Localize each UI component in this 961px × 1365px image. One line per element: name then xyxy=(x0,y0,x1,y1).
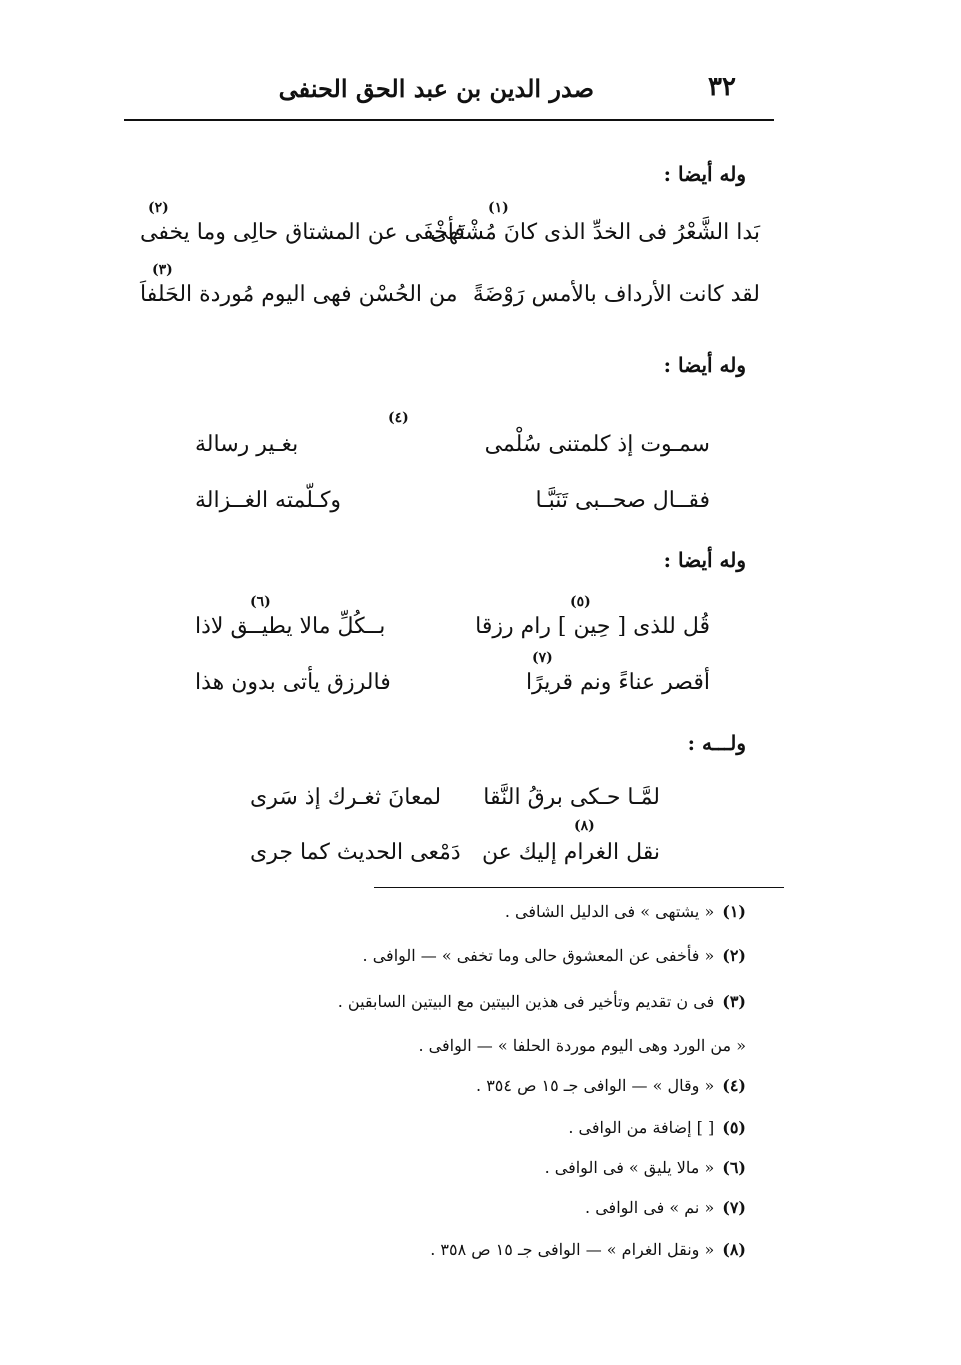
footnote xyxy=(568,1118,746,1137)
verse-row xyxy=(195,670,710,716)
footnote-text: « من الورد وهى اليوم موردة الحلفا » — الوافى . xyxy=(418,1036,746,1055)
verse-row xyxy=(195,432,710,478)
verse-second-hemistich: فأخْفَى عن المشتاق حالِى وما يخفى xyxy=(140,220,465,245)
verse-first-hemistich: لمَّـا حـكى برقُ النَّقا xyxy=(483,785,660,810)
footnote xyxy=(545,1158,746,1177)
section-heading: ولـــه : xyxy=(687,731,746,755)
footnote-text: فى ن تقديم وتأخير فى هذين البيتين مع البيتين السابقين . xyxy=(337,992,715,1011)
footnote-number: (٣) xyxy=(722,992,746,1011)
verse-second-hemistich: وكـلّمته الغــزالة xyxy=(195,488,342,513)
footnote-text: « مالا يليق » فى الوافى . xyxy=(544,1158,715,1177)
footnote xyxy=(418,1036,746,1055)
verse-row xyxy=(195,488,710,534)
verse-row xyxy=(250,785,660,831)
verse-first-hemistich: سمـوت إذ كلمتنى سُلْمى xyxy=(484,432,710,457)
footnote-text: [ ] إضافة من الوافى . xyxy=(568,1118,715,1137)
footnote-number: (٧) xyxy=(722,1198,746,1217)
verse-second-hemistich: من الحُسْن فهى اليوم مُوردة الحَلفاَ xyxy=(140,282,458,307)
verse-first-hemistich: نقل الغرام إليك عن xyxy=(481,840,660,865)
footnote xyxy=(363,946,746,965)
footnote-text: « وقال » — الوافى جـ ١٥ ص ٣٥٤ . xyxy=(476,1076,715,1095)
footnote xyxy=(338,992,746,1011)
verse-first-hemistich: بَدا الشَّعْرُ فى الخدِّ الذى كانَ مُشْتَهى xyxy=(430,220,760,245)
section-heading: وله أيضا : xyxy=(663,353,746,377)
footnote-mark: (٢) xyxy=(148,200,169,216)
footnote xyxy=(476,1076,746,1095)
running-title: صدر الدين بن عبد الحق الحنفى xyxy=(278,74,594,103)
footnote-number: (٢) xyxy=(722,946,746,965)
page-number: ٣٢ xyxy=(708,72,736,102)
verse-second-hemistich: فالرزق يأتى بدون هذا xyxy=(195,670,391,695)
footnote-mark: (٦) xyxy=(250,594,271,610)
section-heading: وله أيضا : xyxy=(663,162,746,186)
verse-first-hemistich: أقصر عناءً ونم قريرًا xyxy=(525,670,710,695)
section-heading: وله أيضا : xyxy=(663,548,746,572)
verse-first-hemistich: فقــال صحــبى تَنَبَّـا xyxy=(535,488,710,513)
footnote-number: (٥) xyxy=(722,1118,746,1137)
footnote-text: « فأخفى عن المعشوق حالى وما تخفى » — الوافى . xyxy=(362,946,715,965)
verse-row xyxy=(250,840,660,886)
footnote-mark: (٨) xyxy=(574,818,595,834)
verse-second-hemistich: لمعانَ ثغـرك إذ سَرى xyxy=(250,785,442,810)
footnote-number: (٦) xyxy=(722,1158,746,1177)
footnote xyxy=(585,1198,746,1217)
footnote-mark: (٤) xyxy=(388,410,409,426)
footnote xyxy=(505,902,746,921)
verse-first-hemistich: لقد كانت الأرداف بالأمس رَوْضَةً xyxy=(472,282,760,307)
verse-row xyxy=(140,282,760,328)
header-rule xyxy=(124,119,774,121)
footnote-text: « نم » فى الوافى . xyxy=(585,1198,715,1217)
footnote-number: (١) xyxy=(722,902,746,921)
footnote-text: « ونقل الغرام » — الوافى جـ ١٥ ص ٣٥٨ . xyxy=(430,1240,715,1259)
footnote-mark: (٥) xyxy=(570,594,591,610)
footnote-text: « يشتهى » فى الدليل الشافى . xyxy=(504,902,715,921)
footnote-number: (٨) xyxy=(722,1240,746,1259)
footnote-mark: (٣) xyxy=(152,262,173,278)
verse-second-hemistich: دَمْعى الحديث كما جرى xyxy=(250,840,461,865)
verse-second-hemistich: بغـير رسالة xyxy=(195,432,299,457)
verse-second-hemistich: بــكُلِّ مالا يطيــق لاذا xyxy=(195,614,386,639)
footnote-rule xyxy=(374,887,784,888)
footnote xyxy=(430,1240,746,1259)
footnote-mark: (٧) xyxy=(532,650,553,666)
verse-first-hemistich: قُل للذى [ حِين ] رام رزقا xyxy=(475,614,710,639)
verse-row xyxy=(195,614,710,660)
footnote-number: (٤) xyxy=(722,1076,746,1095)
verse-row xyxy=(140,220,760,266)
footnote-mark: (١) xyxy=(488,200,509,216)
